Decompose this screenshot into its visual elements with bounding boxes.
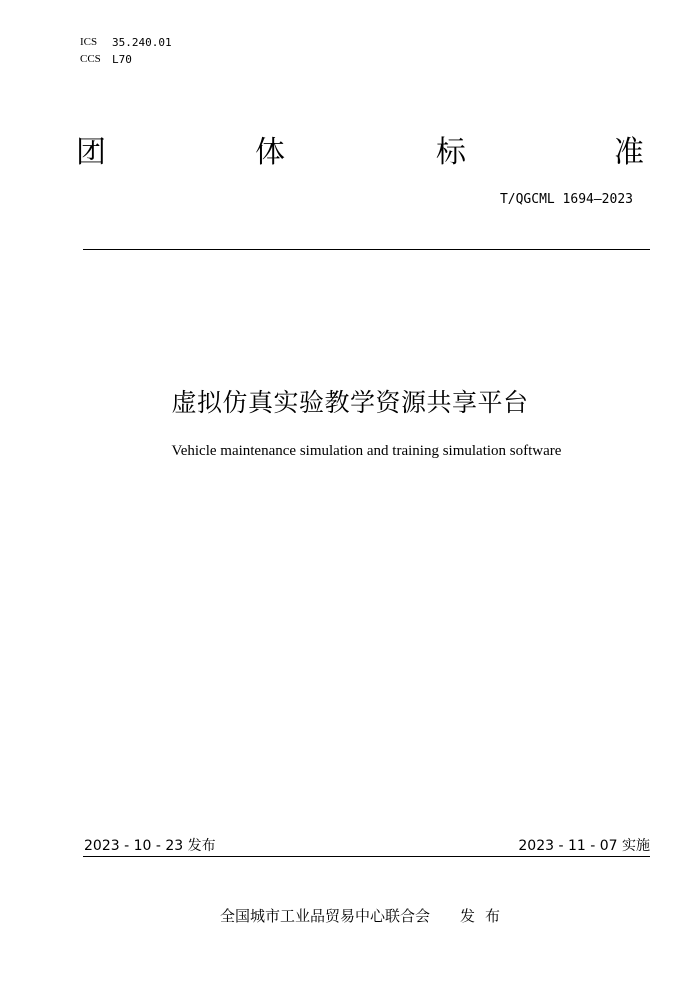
- document-subtitle: Vehicle maintenance simulation and training simulation software: [171, 443, 562, 459]
- category-char-4: 准: [614, 135, 644, 170]
- standard-number: T/QGCML 1694—2023: [499, 192, 633, 207]
- category-char-1: 团: [76, 135, 106, 170]
- ics-label: ICS: [80, 36, 98, 48]
- category-char-3: 标: [436, 135, 466, 170]
- top-divider: [83, 249, 650, 250]
- issuer-line: [0, 905, 700, 926]
- issuer-action: 发布: [460, 907, 511, 925]
- bottom-divider: [83, 856, 650, 857]
- issuer-name: 全国城市工业品贸易中心联合会: [219, 907, 430, 925]
- category-char-2: 体: [255, 135, 285, 170]
- issue-date: 2023 - 10 - 23 发布: [84, 838, 216, 854]
- ccs-label: CCS: [80, 53, 101, 65]
- ics-code: 35.240.01: [112, 36, 172, 49]
- ccs-code: L70: [112, 53, 132, 66]
- implementation-date: 2023 - 11 - 07 实施: [518, 838, 650, 854]
- document-title: 虚拟仿真实验教学资源共享平台: [171, 388, 529, 417]
